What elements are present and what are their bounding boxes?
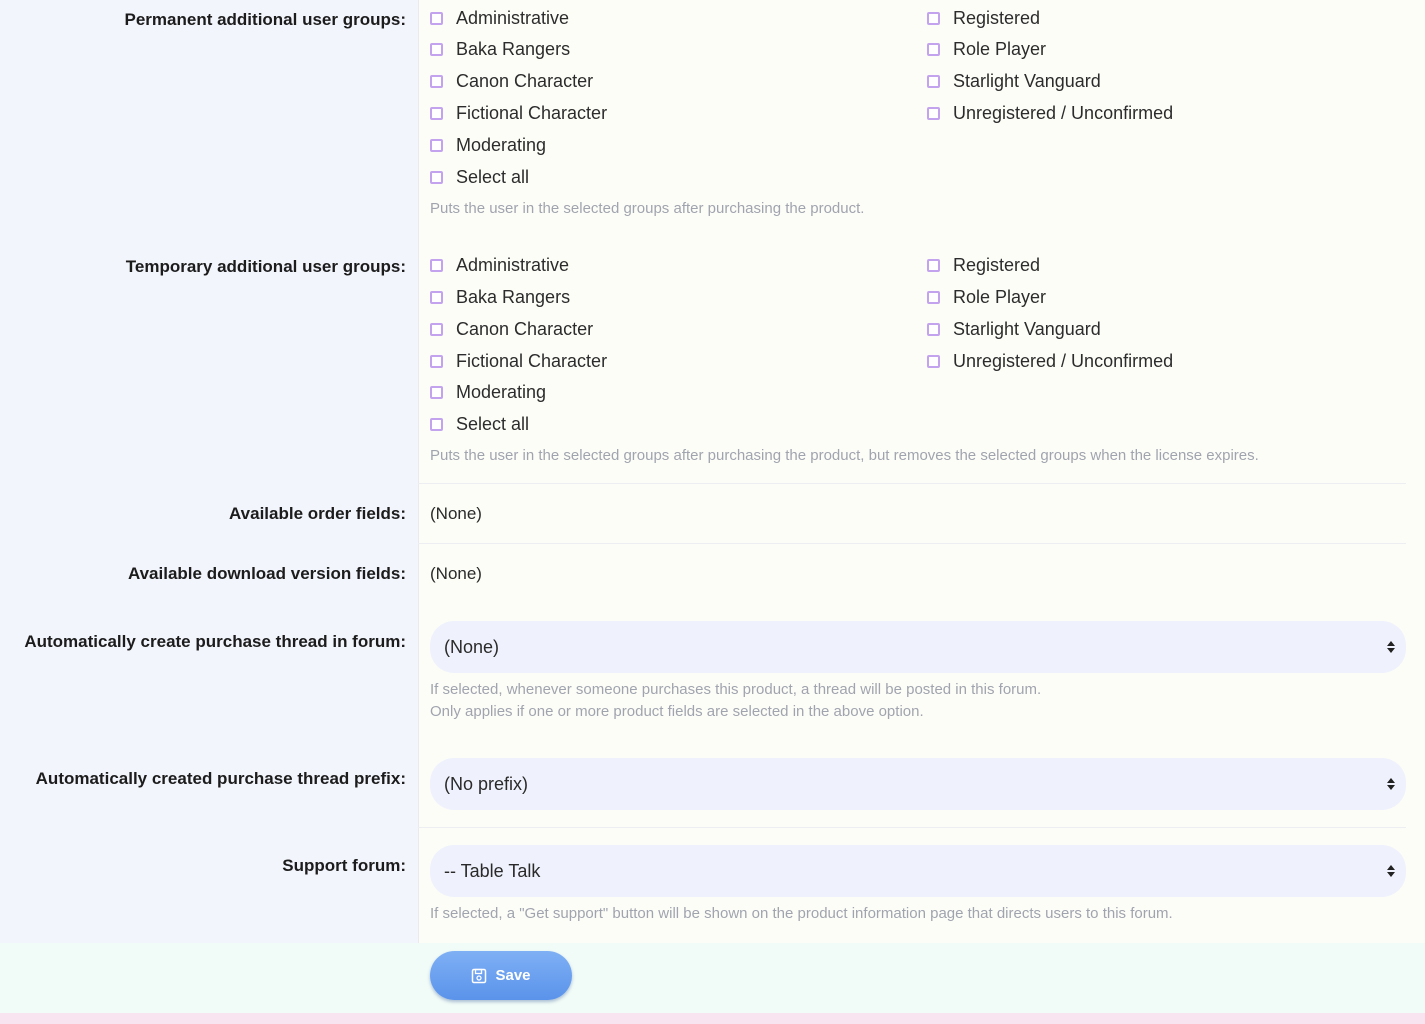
checkbox-box[interactable]	[430, 12, 443, 25]
permanent-group-checkbox[interactable]	[927, 103, 1173, 124]
temporary-groups-label: Temporary additional user groups:	[125, 257, 406, 276]
checkbox-box[interactable]	[430, 323, 443, 336]
checkbox-label: Starlight Vanguard	[953, 319, 1101, 339]
label-column	[0, 0, 419, 943]
checkbox-box[interactable]	[927, 43, 940, 56]
checkbox-label: Starlight Vanguard	[953, 71, 1101, 91]
checkbox-label: Fictional Character	[456, 351, 608, 371]
temporary-group-checkbox[interactable]	[430, 287, 570, 308]
checkbox-box[interactable]	[927, 323, 940, 336]
checkbox-box[interactable]	[430, 386, 443, 399]
temporary-select-all-checkbox[interactable]	[430, 414, 529, 435]
select-value: (No prefix)	[444, 773, 529, 794]
permanent-group-checkbox[interactable]	[430, 135, 546, 156]
checkbox-box[interactable]	[430, 107, 443, 120]
checkbox-box[interactable]	[927, 75, 940, 88]
temporary-group-checkbox[interactable]	[927, 351, 1173, 372]
checkbox-box[interactable]	[430, 139, 443, 152]
checkbox-box[interactable]	[430, 171, 443, 184]
checkbox-label: Registered	[953, 8, 1041, 28]
temporary-groups-hint: Puts the user in the selected groups after purchasing the product, but removes the selected groups when the license expires.	[430, 447, 1259, 464]
checkbox-label: Moderating	[456, 135, 547, 155]
select-value: (None)	[444, 636, 500, 657]
checkbox-box[interactable]	[430, 43, 443, 56]
checkbox-box[interactable]	[927, 259, 940, 272]
download-version-fields-value: (None)	[430, 564, 482, 583]
permanent-groups-hint: Puts the user in the selected groups after purchasing the product.	[430, 200, 865, 217]
checkbox-label: Administrative	[456, 255, 570, 275]
form-footer	[0, 943, 1425, 1013]
row-divider	[418, 827, 1406, 828]
checkbox-label: Baka Rangers	[456, 39, 571, 59]
checkbox-box[interactable]	[927, 355, 940, 368]
temporary-group-checkbox[interactable]	[927, 255, 1040, 276]
checkbox-label: Unregistered / Unconfirmed	[953, 103, 1174, 123]
purchase-thread-prefix-select[interactable]	[430, 758, 1406, 810]
purchase-thread-forum-select[interactable]	[430, 621, 1406, 673]
checkbox-label: Role Player	[953, 287, 1047, 307]
page-bottom-bar	[0, 1013, 1425, 1024]
temporary-group-checkbox[interactable]	[927, 319, 1101, 340]
checkbox-label: Registered	[953, 255, 1041, 275]
checkbox-label: Role Player	[953, 39, 1047, 59]
permanent-group-checkbox[interactable]	[927, 8, 1040, 29]
temporary-group-checkbox[interactable]	[430, 319, 593, 340]
checkbox-label: Canon Character	[456, 71, 594, 91]
order-fields-value: (None)	[430, 504, 482, 523]
temporary-group-checkbox[interactable]	[927, 287, 1046, 308]
permanent-select-all-checkbox[interactable]	[430, 167, 529, 188]
permanent-group-checkbox[interactable]	[430, 71, 593, 92]
row-divider	[418, 543, 1406, 544]
checkbox-box[interactable]	[927, 291, 940, 304]
purchase-thread-forum-hint-2: Only applies if one or more product fields are selected in the above option.	[430, 703, 924, 720]
select-arrows-icon	[1386, 863, 1396, 879]
checkbox-label: Baka Rangers	[456, 287, 571, 307]
save-button-label: Save	[495, 967, 531, 984]
checkbox-box[interactable]	[430, 75, 443, 88]
permanent-groups-label: Permanent additional user groups:	[124, 10, 406, 29]
checkbox-label: Moderating	[456, 382, 547, 402]
permanent-group-checkbox[interactable]	[927, 71, 1101, 92]
purchase-thread-forum-label: Automatically create purchase thread in forum:	[24, 632, 406, 651]
checkbox-label: Select all	[456, 414, 530, 434]
temporary-group-checkbox[interactable]	[430, 351, 607, 372]
purchase-thread-forum-hint-1: If selected, whenever someone purchases this product, a thread will be posted in this forum.	[430, 681, 1042, 698]
checkbox-label: Administrative	[456, 8, 570, 28]
select-arrows-icon	[1386, 639, 1396, 655]
checkbox-label: Select all	[456, 167, 530, 187]
checkbox-box[interactable]	[927, 107, 940, 120]
order-fields-label: Available order fields:	[229, 504, 406, 523]
purchase-thread-prefix-label: Automatically created purchase thread prefix:	[35, 769, 406, 788]
checkbox-label: Unregistered / Unconfirmed	[953, 351, 1174, 371]
checkbox-box[interactable]	[430, 355, 443, 368]
temporary-group-checkbox[interactable]	[430, 382, 546, 403]
permanent-group-checkbox[interactable]	[430, 39, 570, 60]
checkbox-box[interactable]	[927, 12, 940, 25]
checkbox-box[interactable]	[430, 291, 443, 304]
save-icon	[471, 968, 487, 984]
checkbox-box[interactable]	[430, 418, 443, 431]
permanent-group-checkbox[interactable]	[927, 39, 1046, 60]
checkbox-box[interactable]	[430, 259, 443, 272]
save-button[interactable]	[430, 951, 572, 1000]
download-version-fields-label: Available download version fields:	[127, 564, 406, 583]
checkbox-label: Fictional Character	[456, 103, 608, 123]
support-forum-hint: If selected, a "Get support" button will be shown on the product information page that directs users to this forum.	[430, 905, 1173, 922]
select-value: -- Table Talk	[444, 860, 541, 881]
permanent-group-checkbox[interactable]	[430, 103, 607, 124]
checkbox-label: Canon Character	[456, 319, 594, 339]
temporary-group-checkbox[interactable]	[430, 255, 569, 276]
select-arrows-icon	[1386, 776, 1396, 792]
row-divider	[418, 483, 1406, 484]
permanent-group-checkbox[interactable]	[430, 8, 569, 29]
support-forum-select[interactable]	[430, 845, 1406, 897]
support-forum-label: Support forum:	[282, 856, 406, 875]
